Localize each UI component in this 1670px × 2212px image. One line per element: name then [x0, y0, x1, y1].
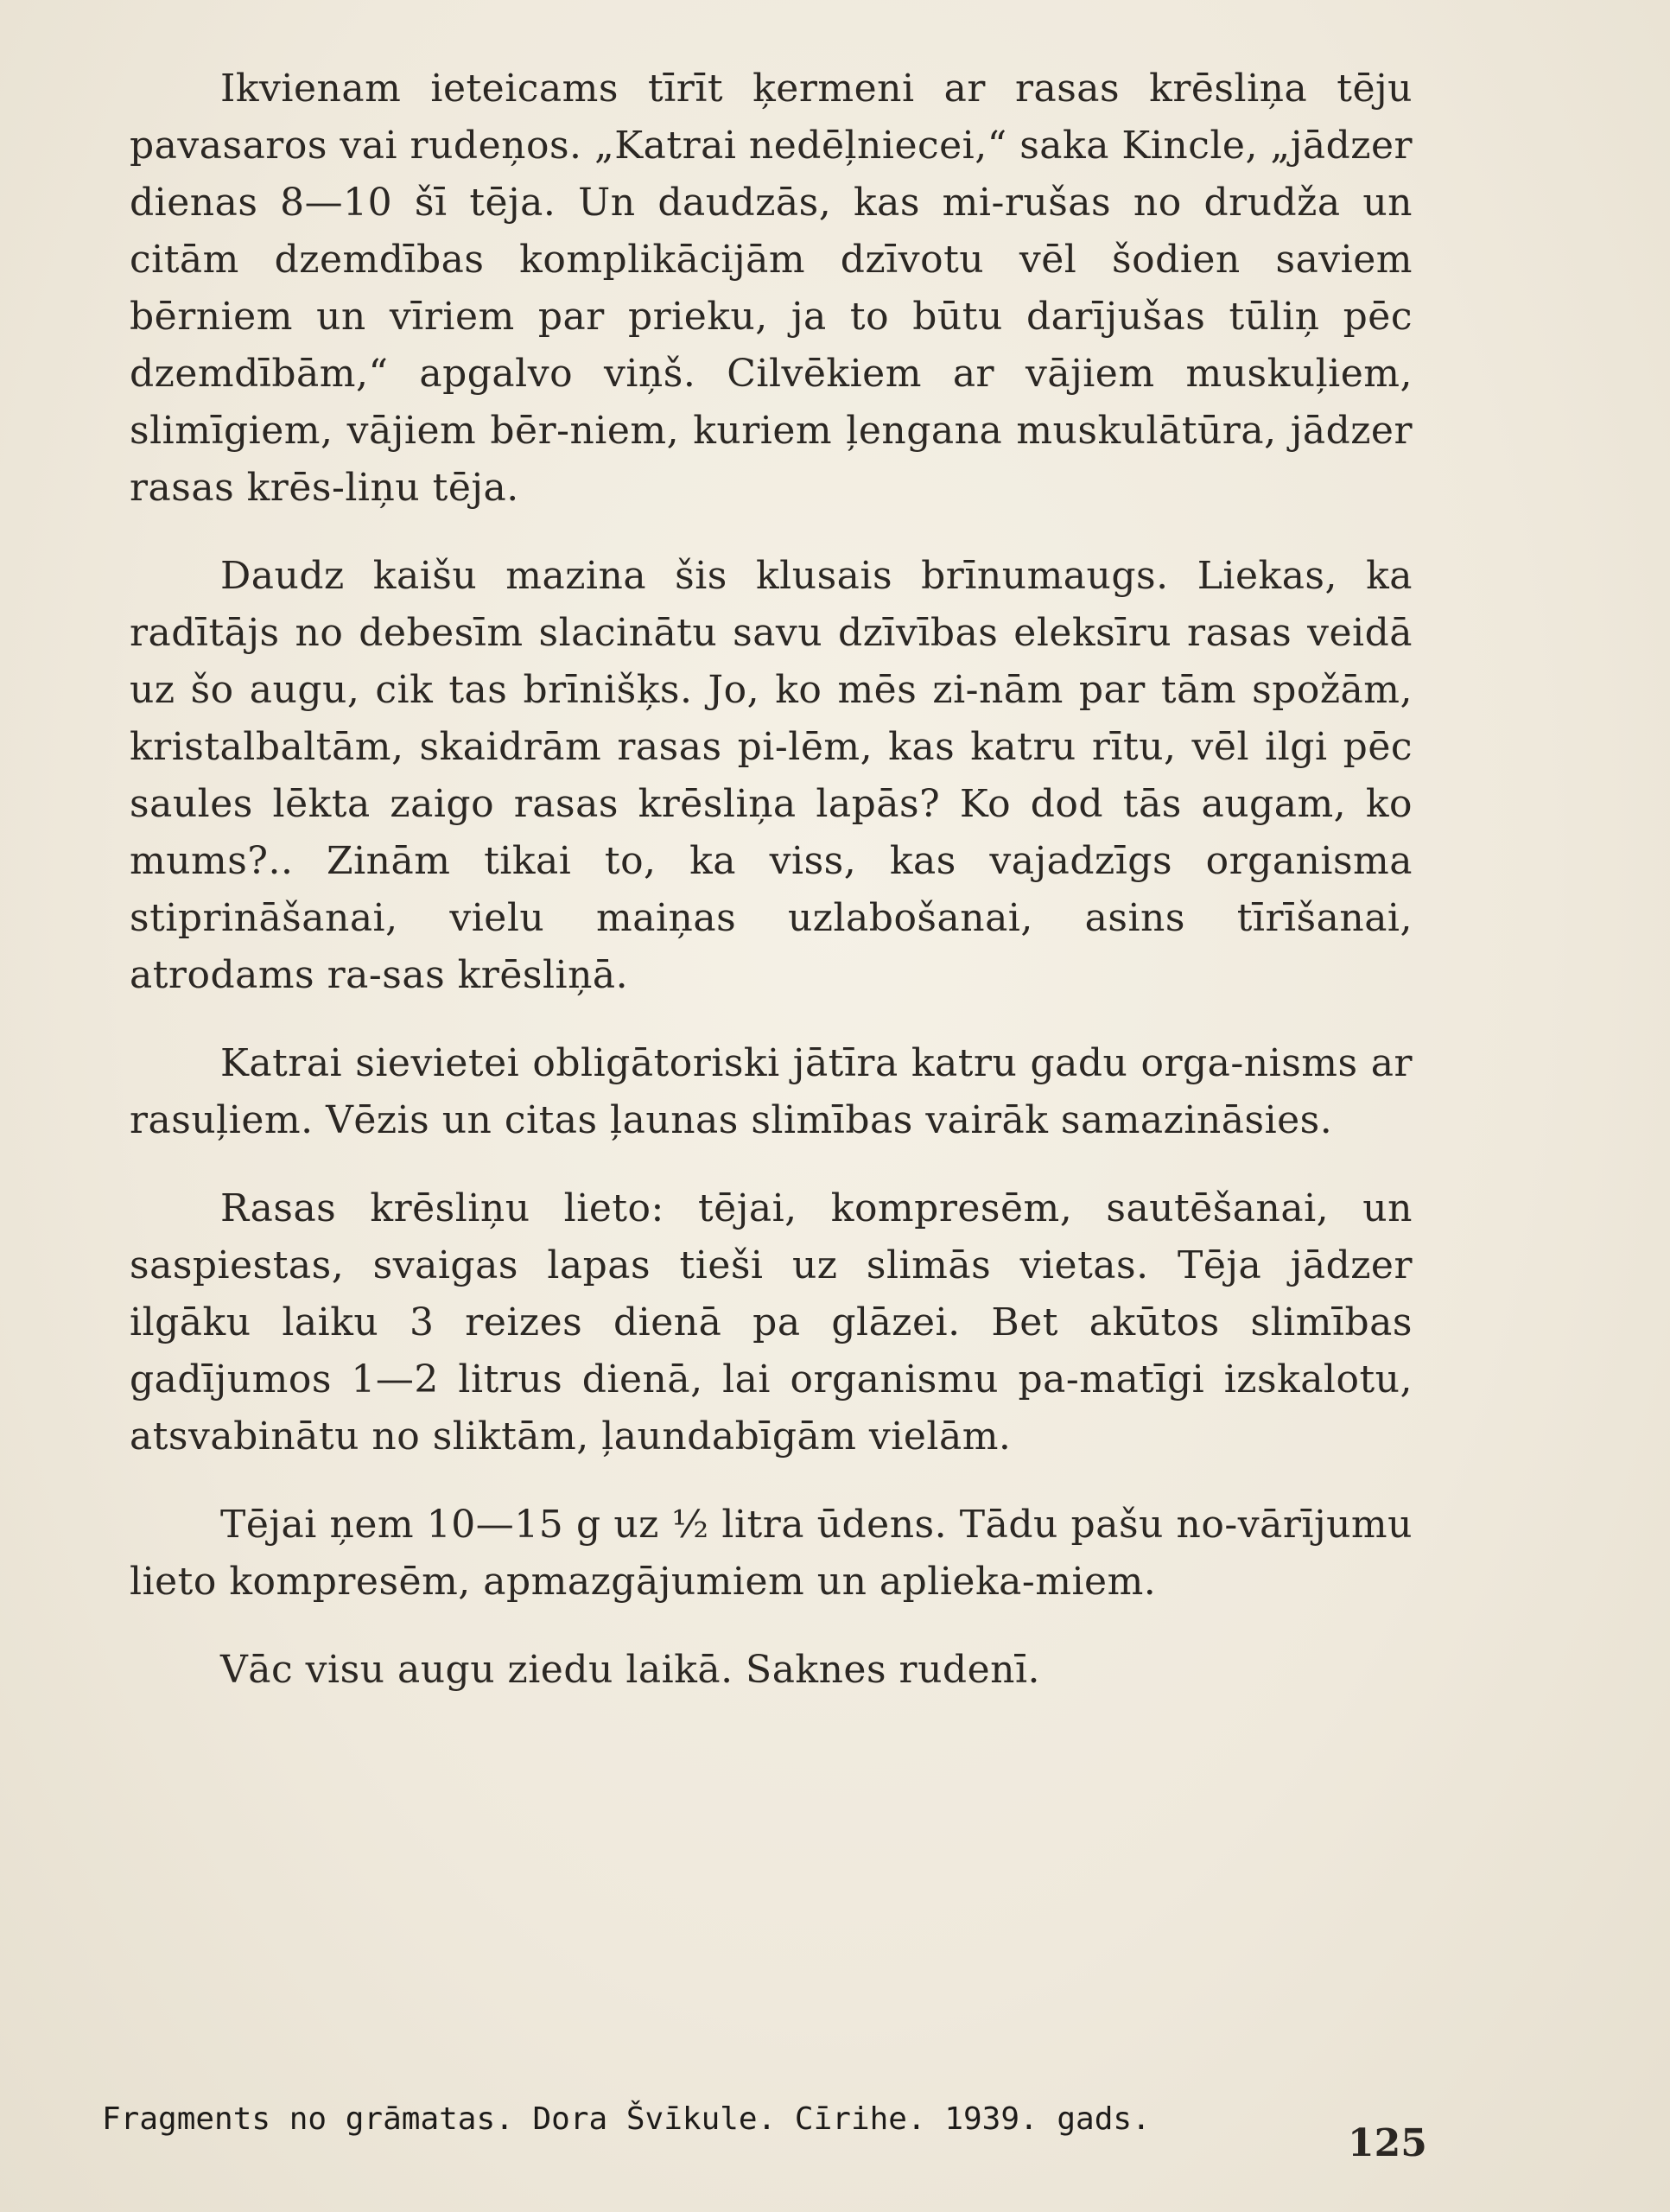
paragraph-4: Rasas krēsliņu lieto: tējai, kompresēm, sautēšanai, un saspiestas, svaigas lapas tieši uz slimās vietas. Tēja jādzer ilgāku laiku 3 reizes dienā pa glāzei. Bet akūtos slimības gadījumos 1—2 litrus dienā, lai organismu pa-matīgi izskalotu, atsvabinātu no sliktām, ļaundabīgām vielām. [130, 1186, 1413, 1459]
caption-overlay: Fragments no grāmatas. Dora Švīkule. Cīrihe. 1939. gads. [102, 2101, 1151, 2137]
paragraph-5: Tējai ņem 10—15 g uz ½ litra ūdens. Tādu pašu no-vārījumu lieto kompresēm, apmazgājumiem un aplieka-miem. [130, 1503, 1413, 1604]
paragraph-2: Daudz kaišu mazina šis klusais brīnumaugs. Liekas, ka radītājs no debesīm slacinātu savu dzīvības eleksīru rasas veidā uz šo augu, cik tas brīnišķs. Jo, ko mēs zi-nām par tām spožām, kristalbaltām, skaidrām rasas pi-lēm, kas katru rītu, vēl ilgi pēc saules lēkta zaigo rasas krēsliņa lapās? Ko dod tās augam, ko mums?.. Zinām tikai to, ka viss, kas vajadzīgs organisma stiprināšanai, vielu maiņas uzlabošanai, asins tīrīšanai, atrodams ra-sas krēsliņā. [130, 554, 1413, 997]
paragraph-6: Vāc visu augu ziedu laikā. Saknes rudenī. [220, 1648, 1041, 1692]
page-number: 125 [1348, 2121, 1427, 2165]
page-text [130, 60, 1413, 1730]
paragraph-3: Katrai sievietei obligātoriski jātīra katru gadu orga-nisms ar rasuļiem. Vēzis un citas ļaunas slimības vairāk samazināsies. [130, 1041, 1413, 1142]
paragraph-1: Ikvienam ieteicams tīrīt ķermeni ar rasas krēsliņa tēju pavasaros vai rudeņos. „Katrai nedēļniecei,“ saka Kincle, „jādzer dienas 8—10 šī tēja. Un daudzās, kas mi-rušas no drudža un citām dzemdības komplikācijām dzīvotu vēl šodien saviem bērniem un vīriem par prieku, ja to būtu darījušas tūliņ pēc dzemdībām,“ apgalvo viņš. Cilvēkiem ar vājiem muskuļiem, slimīgiem, vājiem bēr-niem, kuriem ļengana muskulātūra, jādzer rasas krēs-liņu tēja. [130, 67, 1413, 510]
